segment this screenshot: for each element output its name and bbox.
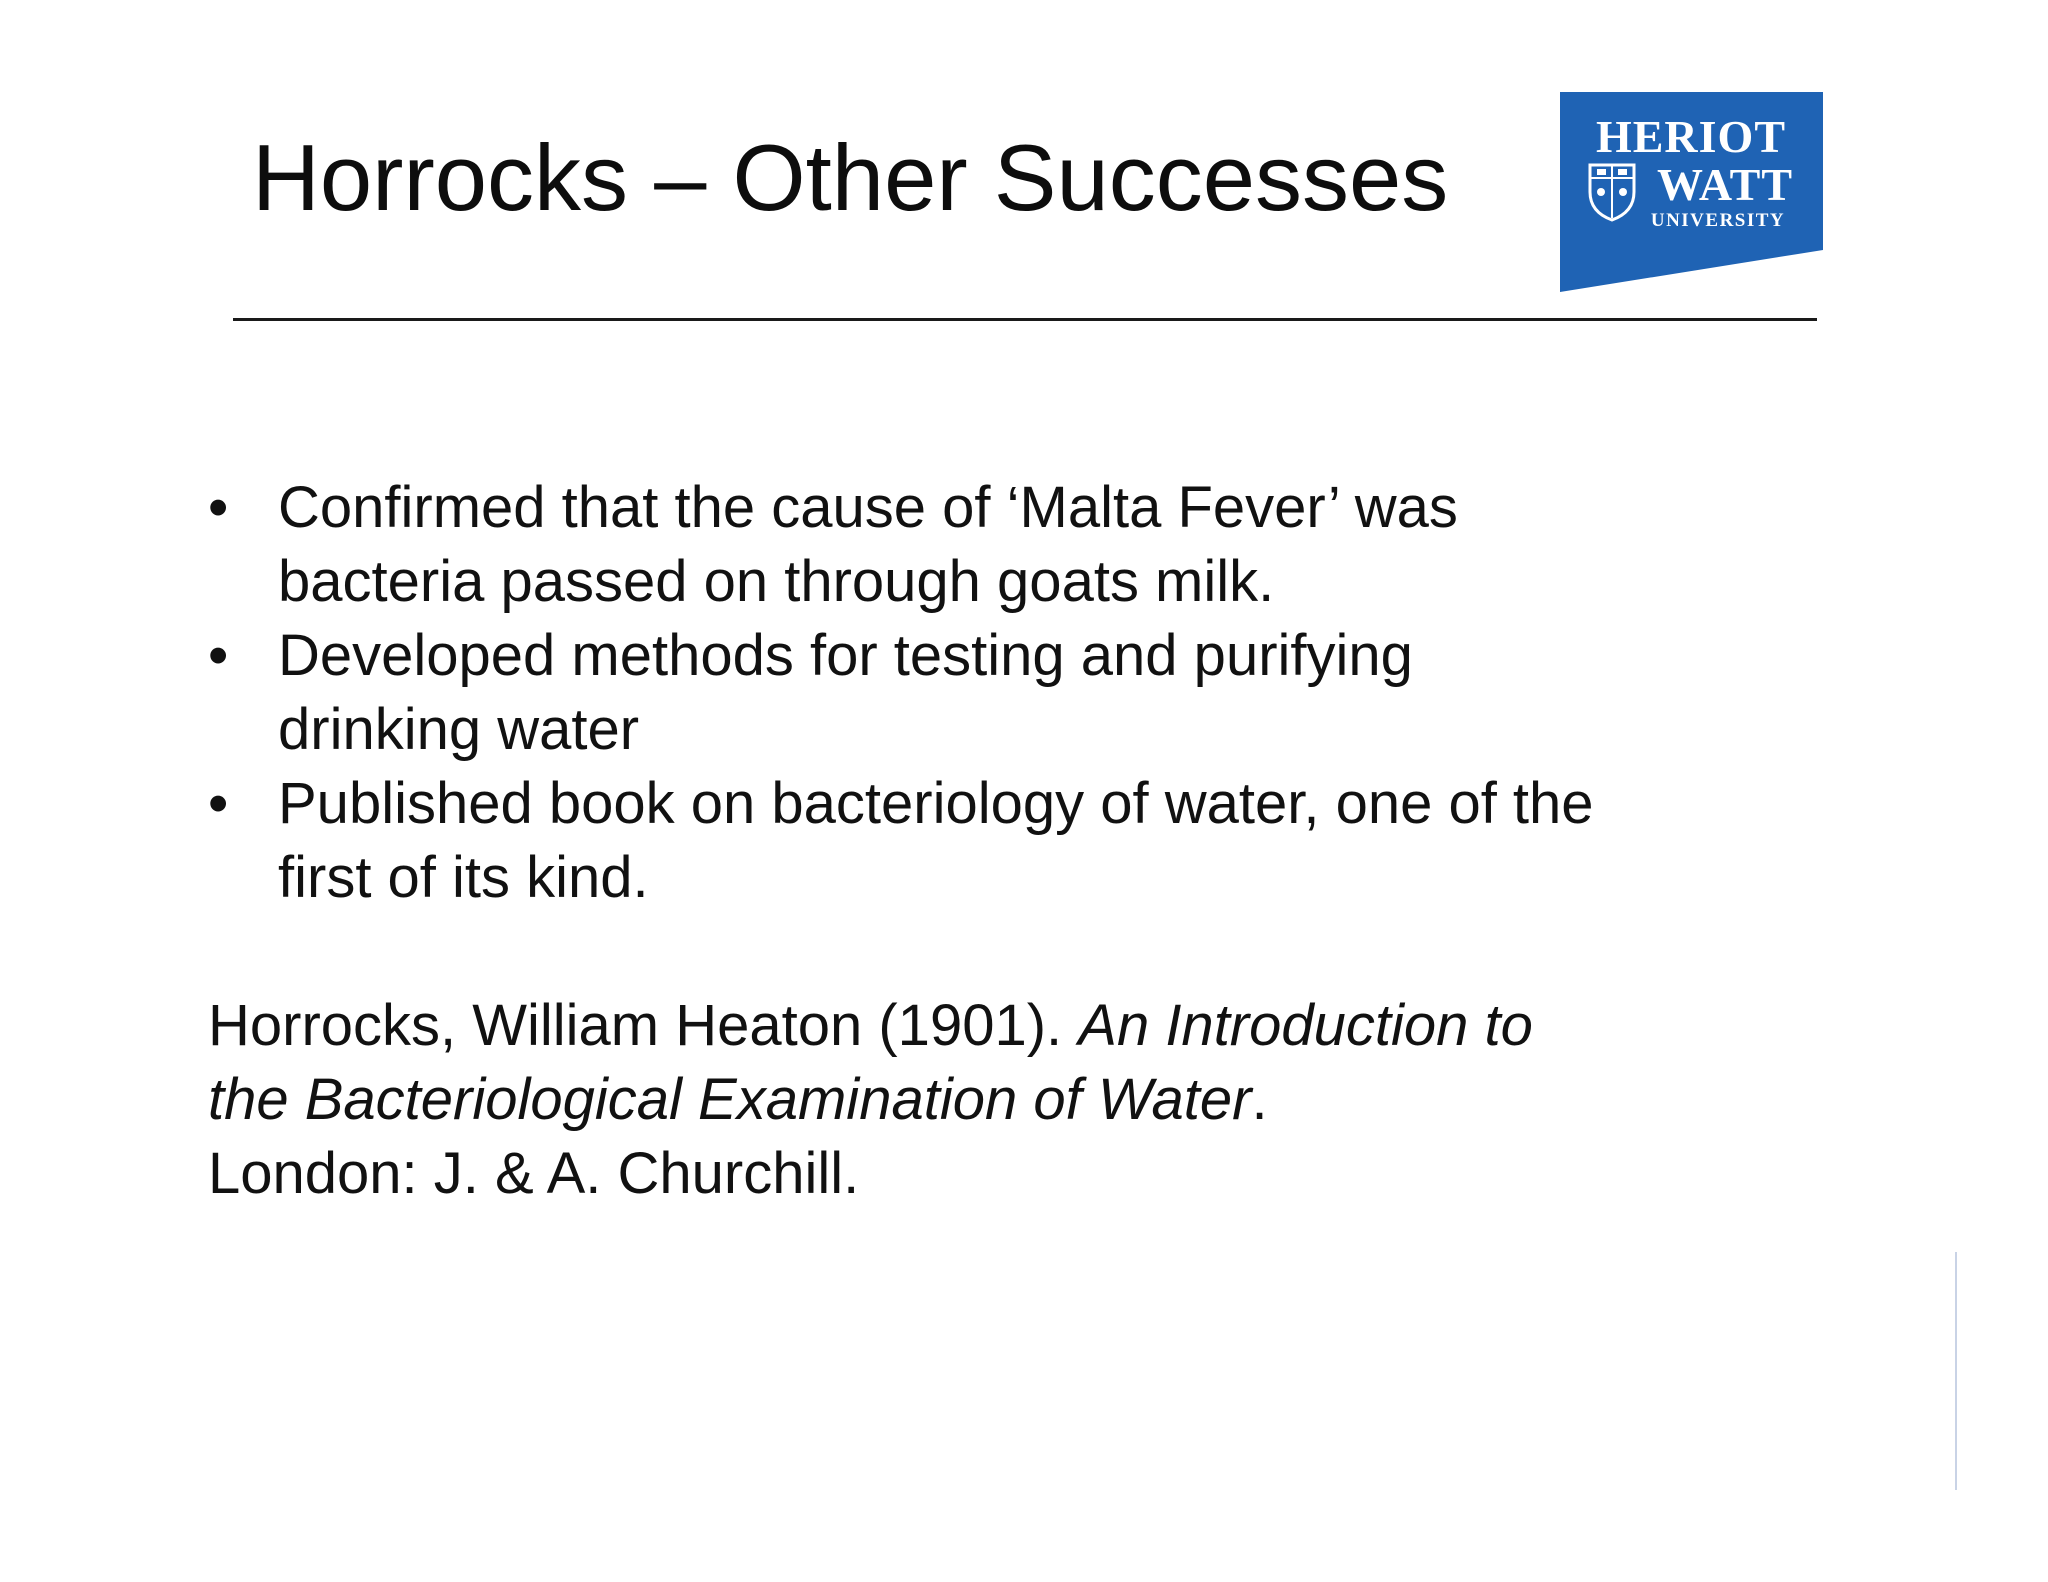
reference-period: .: [1251, 1067, 1268, 1132]
side-rule: [1955, 1252, 1957, 1490]
slide-title: Horrocks – Other Successes: [252, 125, 1449, 230]
bullet-text: Developed methods for testing and purifying drinking water: [278, 623, 1413, 762]
reference-author-year: Horrocks, William Heaton (1901).: [208, 993, 1079, 1058]
title-divider: [233, 318, 1817, 321]
bullet-text: Published book on bacteriology of water, one of the first of its kind.: [278, 771, 1594, 910]
logo-line1: HERIOT: [1595, 111, 1787, 162]
reference-publisher: London: J. & A. Churchill.: [208, 1141, 860, 1206]
bullet-marker: •: [208, 475, 229, 540]
bullet-marker: •: [208, 623, 229, 688]
heriot-watt-logo: [1560, 92, 1823, 292]
reference-book-title: An Introduction to the Bacteriological Examination of Water: [208, 993, 1533, 1132]
bullet-marker: •: [208, 771, 229, 836]
bullet-text: Confirmed that the cause of ‘Malta Fever’ was bacteria passed on through goats milk.: [278, 475, 1458, 614]
bullet-list: [208, 471, 1628, 915]
logo-line2: WATT: [1656, 159, 1794, 210]
bullet-item: [208, 471, 1628, 619]
book-reference: [208, 989, 1628, 1211]
bullet-item: [208, 767, 1628, 915]
logo-line3: UNIVERSITY: [1650, 210, 1786, 231]
bullet-item: [208, 619, 1628, 767]
